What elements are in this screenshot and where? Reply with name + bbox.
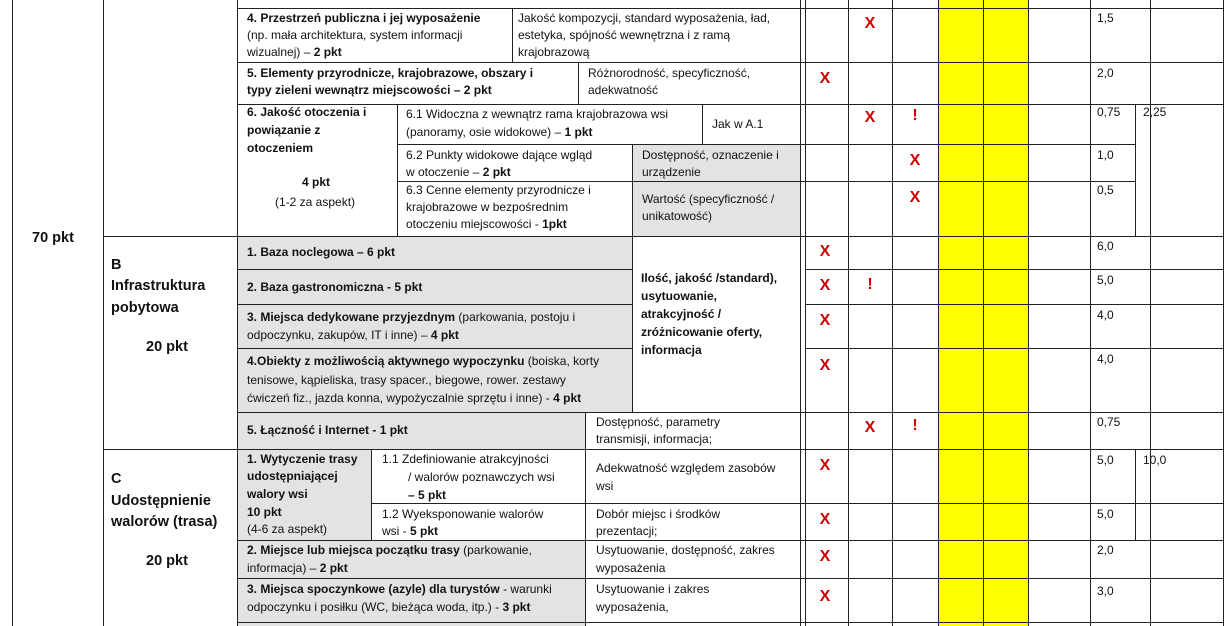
a5-crit2: adekwatność (588, 83, 659, 97)
a6-pts: 4 pkt (302, 175, 331, 189)
a6-total: 2,25 (1143, 105, 1167, 119)
c3-crit1: Usytuowanie i zakres (596, 582, 710, 596)
a61-score: 0,75 (1097, 105, 1121, 119)
a62-line2: w otoczenie – 2 pkt (406, 165, 511, 179)
a63-crit2: unikatowość) (642, 209, 713, 223)
a6-title: 6. Jakość otoczenia i (247, 105, 367, 119)
mark-x: X (819, 357, 831, 374)
c11-line1: 1.1 Zdefiniowanie atrakcyjności (382, 452, 549, 466)
a4-line3: wizualnej) – 2 pkt (247, 45, 342, 59)
a4-crit1: Jakość kompozycji, standard wyposażenia, ład, (518, 11, 771, 25)
c2-crit1: Usytuowanie, dostępność, zakres (596, 543, 775, 557)
c3-crit2: wyposażenia, (596, 600, 669, 614)
c3-line1: 3. Miejsca spoczynkowe (azyle) dla turystów - warunki (247, 582, 552, 596)
mark-x: X (819, 548, 831, 565)
b-label-name2: pobytowa (111, 300, 179, 316)
mark-x: X (819, 511, 831, 528)
a63-score: 0,5 (1097, 183, 1114, 197)
b-crit1: Ilość, jakość /standard), (641, 271, 778, 285)
a62-crit1: Dostępność, oznaczenie i (642, 148, 779, 162)
b-crit2: usytuowanie, (641, 289, 718, 303)
b4-line1: 4.Obiekty z możliwością aktywnego wypoczynku (boiska, korty (247, 354, 600, 368)
b5-score: 0,75 (1097, 415, 1121, 429)
b3-line2: odpoczynku, zakupów, IT i inne) – 4 pkt (247, 328, 459, 342)
c2-line2: informacja) – 2 pkt (247, 561, 348, 575)
c11-crit1: Adekwatność względem zasobów (596, 461, 776, 475)
c2-crit2: wyposażenia (596, 561, 666, 575)
a62-crit2: urządzenie (642, 165, 701, 179)
b3-line1: 3. Miejsca dedykowane przyjezdnym (parkowania, postoju i (247, 310, 576, 324)
b1-title: 1. Baza noclegowa – 6 pkt (247, 245, 396, 259)
a62-line1: 6.2 Punkty widokowe dające wgląd (406, 148, 593, 162)
a6-line3: otoczeniem (247, 141, 314, 155)
mark-x: X (864, 15, 876, 32)
b4-score: 4,0 (1097, 352, 1114, 366)
b2-score: 5,0 (1097, 273, 1114, 287)
c11-score: 5,0 (1097, 453, 1114, 467)
b-label-name1: Infrastruktura (111, 278, 206, 294)
c12-crit2: prezentacji; (596, 524, 658, 538)
b-crit5: informacja (641, 343, 702, 357)
b4-line2: tenisowe, kąpieliska, trasy spacer., biegowe, rower. zestawy (247, 373, 566, 387)
mark-warning: ! (912, 417, 918, 434)
c-points: 20 pkt (146, 553, 188, 569)
a63-line3: otoczeniu miejscowości - 1pkt (406, 217, 567, 231)
a6-line2: powiązanie z (247, 123, 321, 137)
b5-crit1: Dostępność, parametry (596, 415, 721, 429)
mark-x: X (909, 189, 921, 206)
c12-line1: 1.2 Wyeksponowanie walorów (382, 507, 544, 521)
mark-x: X (819, 243, 831, 260)
mark-x: X (819, 588, 831, 605)
a4-crit3: krajobrazową (518, 45, 590, 59)
mark-x: X (909, 152, 921, 169)
c1-line3: walory wsi (247, 487, 308, 501)
b-crit4: zróżnicowanie oferty, (641, 325, 763, 339)
a61-crit: Jak w A.1 (712, 117, 764, 131)
mark-warning: ! (912, 107, 918, 124)
c11-line2: / walorów poznawczych wsi (408, 470, 555, 484)
mark-x: X (819, 312, 831, 329)
c2-line1: 2. Miejsce lub miejsca początku trasy (parkowanie, (247, 543, 532, 557)
c1-pts: 10 pkt (247, 505, 282, 519)
b-label-letter: B (111, 257, 122, 273)
b-crit3: atrakcyjność / (641, 307, 722, 321)
c12-score: 5,0 (1097, 507, 1114, 521)
a5-line2: typy zieleni wewnątrz miejscowości – 2 pkt (247, 83, 492, 97)
a5-score: 2,0 (1097, 66, 1114, 80)
c3-line2: odpoczynku i posiłku (WC, bieżąca woda, itp.) - 3 pkt (247, 600, 531, 614)
c12-crit1: Dobór miejsc i środków (596, 507, 721, 521)
a62-score: 1,0 (1097, 148, 1114, 162)
c-label-name2: walorów (trasa) (111, 514, 218, 530)
b-points: 20 pkt (146, 339, 188, 355)
mark-x: X (864, 419, 876, 436)
a61-line2: (panoramy, osie widokowe) – 1 pkt (406, 125, 593, 139)
a63-line1: 6.3 Cenne elementy przyrodnicze i (406, 183, 591, 197)
c1-title: 1. Wytyczenie trasy (247, 452, 358, 466)
mark-warning: ! (867, 276, 873, 293)
a4-title: 4. Przestrzeń publiczna i jej wyposażenie (247, 11, 481, 25)
a4-line2: (np. mała architektura, system informacji (247, 28, 463, 42)
b3-score: 4,0 (1097, 308, 1114, 322)
a4-crit2: estetyka, spójność wewnętrzna i z ramą (518, 28, 731, 42)
c3-score: 3,0 (1097, 584, 1114, 598)
c1-note: (4-6 za aspekt) (247, 522, 328, 536)
c12-line2: wsi - 5 pkt (382, 524, 439, 538)
a5-title: 5. Elementy przyrodnicze, krajobrazowe, obszary i (247, 66, 534, 80)
c11-crit2: wsi (596, 479, 614, 493)
c-label-name1: Udostępnienie (111, 493, 211, 509)
mark-x: X (819, 70, 831, 87)
mark-x: X (819, 277, 831, 294)
mark-x: X (819, 457, 831, 474)
b5-title: 5. Łączność i Internet - 1 pkt (247, 423, 408, 437)
b2-title: 2. Baza gastronomiczna - 5 pkt (247, 280, 423, 294)
section-points: 70 pkt (32, 230, 74, 246)
a63-crit1: Wartość (specyficzność / (642, 192, 775, 206)
a63-line2: krajobrazowe w bezpośrednim (406, 200, 569, 214)
a6-note: (1-2 za aspekt) (275, 195, 356, 209)
c-label-letter: C (111, 471, 122, 487)
a4-score: 1,5 (1097, 11, 1114, 25)
a61-line1: 6.1 Widoczna z wewnątrz rama krajobrazowa wsi (406, 107, 669, 121)
c1-line2: udostępniającej (247, 469, 338, 483)
a5-crit1: Różnorodność, specyficzność, (588, 66, 751, 80)
c2-score: 2,0 (1097, 543, 1114, 557)
c1-total: 10,0 (1143, 453, 1167, 467)
b1-score: 6,0 (1097, 239, 1114, 253)
mark-x: X (864, 109, 876, 126)
c11-line3: – 5 pkt (408, 488, 447, 502)
b4-line3: ćwiczeń fiz., jazda konna, wypożyczalnie sprzętu i inne) - 4 pkt (247, 391, 582, 405)
b5-crit2: transmisji, informacja; (596, 432, 713, 446)
